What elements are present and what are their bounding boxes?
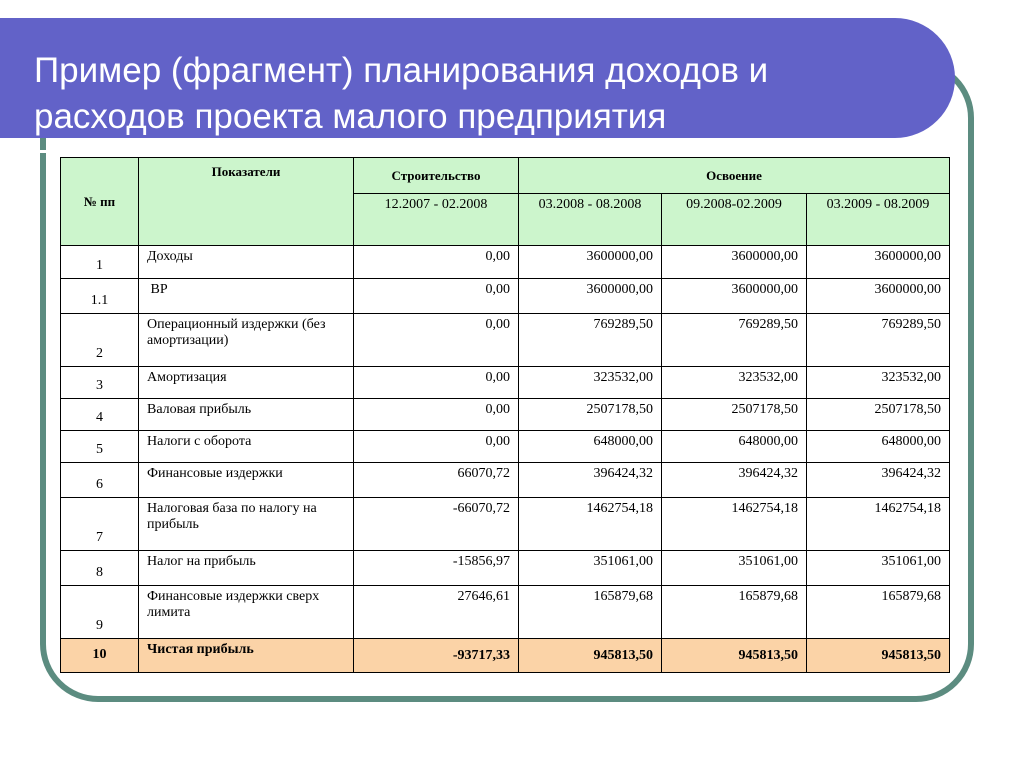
row-value: 351061,00: [807, 551, 950, 586]
row-value: 3600000,00: [519, 279, 662, 314]
header-construction: Строительство: [354, 158, 519, 194]
row-label: Амортизация: [139, 367, 354, 399]
row-number: 10: [61, 639, 139, 673]
row-label: Чистая прибыль: [139, 639, 354, 673]
table-row: [61, 279, 950, 314]
row-number: 1: [61, 246, 139, 279]
row-value: 3600000,00: [519, 246, 662, 279]
row-value: 323532,00: [662, 367, 807, 399]
row-value: 2507178,50: [807, 399, 950, 431]
header-indicator: Показатели: [139, 158, 354, 246]
row-value: 648000,00: [662, 431, 807, 463]
row-number: 3: [61, 367, 139, 399]
row-value: 165879,68: [662, 586, 807, 639]
finance-table: [60, 157, 950, 673]
row-number: 1.1: [61, 279, 139, 314]
row-label: Финансовые издержки: [139, 463, 354, 498]
row-value: 3600000,00: [807, 279, 950, 314]
title-banner: [0, 18, 955, 138]
row-number: 2: [61, 314, 139, 367]
row-value: -93717,33: [354, 639, 519, 673]
table-row: [61, 586, 950, 639]
row-value: 1462754,18: [807, 498, 950, 551]
row-value: 27646,61: [354, 586, 519, 639]
table-row: [61, 463, 950, 498]
row-label: Налог на прибыль: [139, 551, 354, 586]
title-underline: [0, 150, 905, 153]
row-value: 769289,50: [519, 314, 662, 367]
row-value: 396424,32: [519, 463, 662, 498]
row-label: Налоги с оборота: [139, 431, 354, 463]
table-row: [61, 246, 950, 279]
row-value: 945813,50: [519, 639, 662, 673]
slide-title: Пример (фрагмент) планирования доходов и расходов проекта малого предприятия: [34, 51, 769, 136]
row-value: 769289,50: [662, 314, 807, 367]
row-value: 2507178,50: [662, 399, 807, 431]
row-value: 3600000,00: [662, 279, 807, 314]
row-value: 165879,68: [807, 586, 950, 639]
header-development: Освоение: [519, 158, 950, 194]
row-label: Операционный издержки (без амортизации): [139, 314, 354, 367]
header-period: 09.2008-02.2009: [662, 194, 807, 246]
row-number: 4: [61, 399, 139, 431]
row-value: 351061,00: [519, 551, 662, 586]
row-value: 323532,00: [807, 367, 950, 399]
row-value: 0,00: [354, 314, 519, 367]
row-label: ВР: [139, 279, 354, 314]
row-number: 6: [61, 463, 139, 498]
row-value: -15856,97: [354, 551, 519, 586]
row-value: 1462754,18: [519, 498, 662, 551]
header-num: № пп: [61, 158, 139, 246]
row-value: 323532,00: [519, 367, 662, 399]
row-value: -66070,72: [354, 498, 519, 551]
header-period: 03.2008 - 08.2008: [519, 194, 662, 246]
row-value: 3600000,00: [662, 246, 807, 279]
row-label: Валовая прибыль: [139, 399, 354, 431]
table-row: [61, 551, 950, 586]
row-value: 648000,00: [519, 431, 662, 463]
row-number: 7: [61, 498, 139, 551]
row-value: 1462754,18: [662, 498, 807, 551]
table-row: [61, 431, 950, 463]
row-value: 0,00: [354, 431, 519, 463]
total-row: [61, 639, 950, 673]
row-value: 66070,72: [354, 463, 519, 498]
row-number: 5: [61, 431, 139, 463]
row-value: 0,00: [354, 367, 519, 399]
row-number: 8: [61, 551, 139, 586]
row-value: 648000,00: [807, 431, 950, 463]
row-value: 165879,68: [519, 586, 662, 639]
row-value: 0,00: [354, 246, 519, 279]
row-value: 0,00: [354, 399, 519, 431]
header-period: 12.2007 - 02.2008: [354, 194, 519, 246]
table-row: [61, 399, 950, 431]
row-label: Финансовые издержки сверх лимита: [139, 586, 354, 639]
table-row: [61, 314, 950, 367]
header-period: 03.2009 - 08.2009: [807, 194, 950, 246]
row-value: 2507178,50: [519, 399, 662, 431]
row-value: 0,00: [354, 279, 519, 314]
row-value: 396424,32: [807, 463, 950, 498]
row-value: 396424,32: [662, 463, 807, 498]
table-row: [61, 367, 950, 399]
row-value: 769289,50: [807, 314, 950, 367]
table-row: [61, 498, 950, 551]
row-value: 3600000,00: [807, 246, 950, 279]
row-number: 9: [61, 586, 139, 639]
table-container: [60, 157, 950, 673]
row-label: Налоговая база по налогу на прибыль: [139, 498, 354, 551]
row-value: 945813,50: [662, 639, 807, 673]
row-value: 945813,50: [807, 639, 950, 673]
row-label: Доходы: [139, 246, 354, 279]
row-value: 351061,00: [662, 551, 807, 586]
